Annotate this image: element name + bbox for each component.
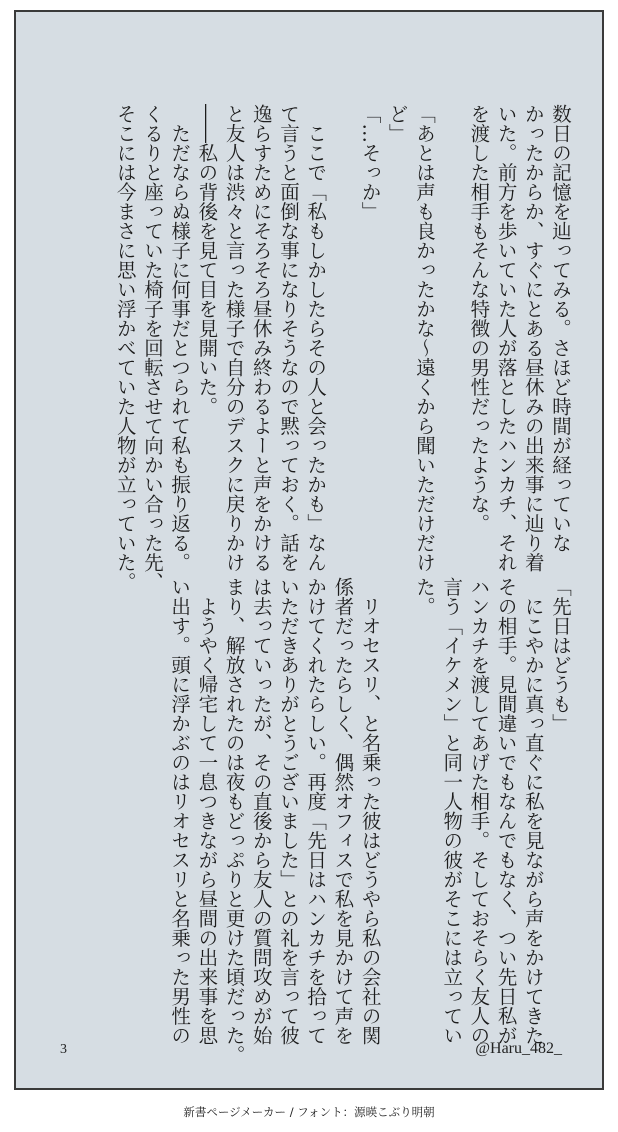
book-page [14,10,604,1090]
page-number: 3 [60,1042,67,1057]
upper-text-block: 数日の記憶を辿ってみる。さほど時間が経っていな かったからか、すぐにとある昼休みの出来事に辿り着 いた。前方を歩いていた人が落としたハンカチ、それ を渡した相手もそんな特徴の男性だったような。 「あとは声も良かったかな〜遠くから聞いただけだけ ど」 「…そっか」 ここで「私もしかしたらその人と会ったかも」なん て言うと面倒な事になりそうなので黙っておく。話を 逸らすためにそろそろ昼休み終わるよーと声をかける と友人は渋々と言った様子で自分のデスクに戻りかけ ――私の背後を見て目を見開いた。 ただならぬ様子に何事だとつられて私も振り返る。 くるりと座っていた椅子を回転させて向かい合った先、 そこには今まさに思い浮かべていた人物が立っていた。 [113,104,572,592]
author-handle: @Haru_482_ [475,1040,562,1057]
lower-text-block: 「先日はどうも」 にこやかに真っ直ぐに私を見ながら声をかけてきた その相手。見間違いでもなんでもなく、つい先日私が ハンカチを渡してあげた相手。そしておそらく友人の 言う「イケメン」と同一人物の彼がそこには立ってい た。 リオセスリ、と名乗った彼はどうやら私の会社の関 係者だったらしく、偶然オフィスで私を見かけて声を かけてくれたらしい。再度「先日はハンカチを拾って いただきありがとうございました」との礼を言って彼 は去っていったが、その直後から友人の質問攻めが始 まり、解放されたのは夜もどっぷりと更けた頃だった。 ようやく帰宅して一息つきながら昼間の出来事を思 い出す。頭に浮かぶのはリオセスリと名乗った男性の [168,577,572,1065]
footer-credit: 新書ページメーカー / フォント：源暎こぶり明朝 [183,1105,435,1119]
